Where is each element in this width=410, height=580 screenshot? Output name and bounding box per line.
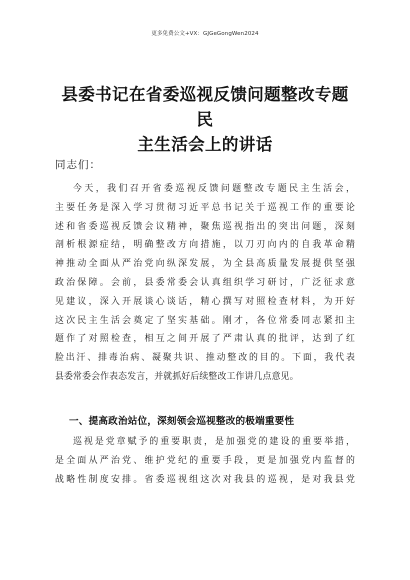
paragraph-line: 题作了对照检查，相互之间开展了严肃认真的批评，达到了红: [55, 334, 355, 345]
paragraph-line: 战略性制度安排。省委巡视组这次对我县的巡视，是对我县党: [55, 474, 355, 485]
paragraph-2: [55, 433, 355, 489]
paragraph-line: 剖析根源症结，明确整改方向措施，以刀刃向内的自我革命精: [55, 240, 355, 251]
section-heading-1: 一、提高政治站位，深刻领会巡视整改的极端重要性: [69, 416, 295, 427]
paragraph-1: [55, 180, 355, 387]
title-line-1: 县委书记在省委巡视反馈问题整改专题民: [61, 85, 349, 129]
salutation: 同志们：: [55, 159, 101, 171]
paragraph-line: 主要任务是深入学习贯彻习近平总书记关于巡视工作的重要论: [55, 202, 355, 213]
paragraph-line: 今天，我们召开省委巡视反馈问题整改专题民主生活会，: [73, 184, 355, 194]
paragraph-line: 脸出汗、排毒治病、凝聚共识、推动整改的目的。下面，我代表: [55, 353, 355, 364]
paragraph-line: 见建议，深入开展谈心谈话，精心撰写对照检查材料，为开好: [55, 296, 355, 307]
paragraph-line: 神推动全面从严治党向纵深发展，为全县高质量发展提供坚强: [55, 259, 355, 270]
paragraph-line: 巡视是党章赋予的重要职责，是加强党的建设的重要举措，: [73, 437, 355, 447]
paragraph-line: 政治保障。会前，县委常委会认真组织学习研讨，广泛征求意: [55, 277, 355, 288]
document-title: [55, 82, 355, 157]
paragraph-line: 这次民主生活会奠定了坚实基础。刚才，各位常委同志紧扣主: [55, 315, 355, 326]
paragraph-line: 县委常委会作表态发言，并就抓好后续整改工作讲几点意见。: [55, 371, 299, 382]
paragraph-line: 述和省委巡视反馈会议精神，聚焦巡视指出的突出问题，深刻: [55, 221, 355, 232]
header-watermark: 更多免费公文+VX：GJGeGongWen2024: [151, 31, 259, 37]
title-line-2: 主生活会上的讲话: [137, 135, 273, 154]
paragraph-line: 是全面从严治党、维护党纪的重要手段，更是加强党内监督的: [55, 455, 355, 466]
